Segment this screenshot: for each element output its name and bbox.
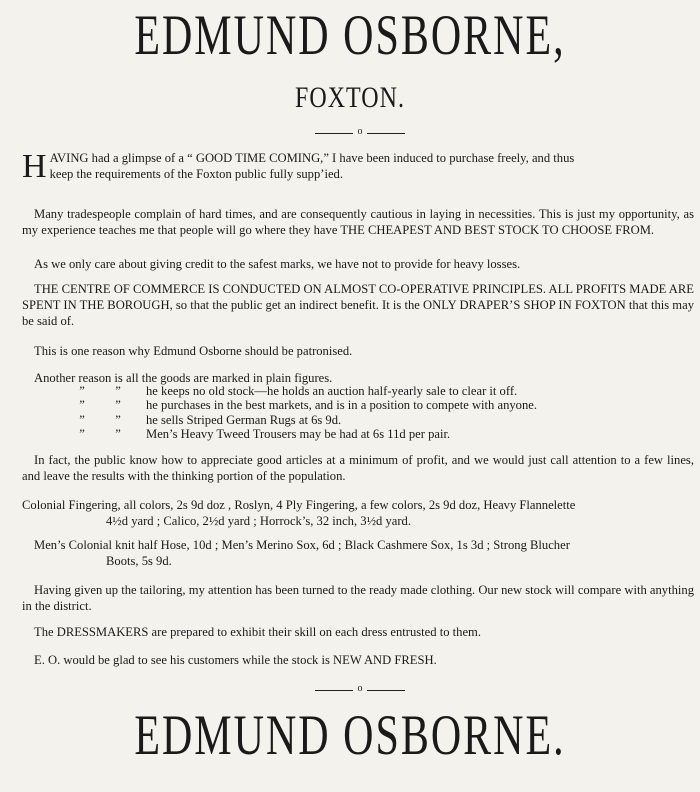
- fingering-line-2: 4½d yard ; Calico, 2½d yard ; Horrock’s, 32 inch, 3½d yard.: [106, 514, 411, 528]
- footer-title: EDMUND OSBORNE.: [134, 705, 566, 768]
- list-item: ” ” he sells Striped German Rugs at 6s 9d.: [79, 412, 342, 427]
- list-item: ” ” Men’s Heavy Tweed Trousers may be had at 6s 11d per pair.: [79, 427, 451, 442]
- paragraph-new-and-fresh: E. O. would be glad to see his customers while the stock is NEW AND FRESH.: [34, 653, 437, 667]
- paragraph-reason-one: This is one reason why Edmund Osborne should be patronised.: [34, 344, 353, 358]
- list-item: ” ” he purchases in the best markets, and is in a position to compete with anyone.: [79, 398, 538, 413]
- intro-line-1: AVING had a glimpse of a “ GOOD TIME COMING,” I have been induced to purchase freely, and thus: [49, 151, 575, 165]
- fingering-line-1: Colonial Fingering, all colors, 2s 9d doz , Roslyn, 4 Ply Fingering, a few colors, 2s 9d doz, Heavy Flannelette: [22, 498, 576, 512]
- paragraph-dressmakers: The DRESSMAKERS are prepared to exhibit their skill on each dress entrusted to them.: [34, 625, 481, 639]
- hose-line-1: Men’s Colonial knit half Hose, 10d ; Men’s Merino Sox, 6d ; Black Cashmere Sox, 1s 3d ; Strong Blucher: [34, 538, 570, 552]
- reasons-list: [36, 384, 656, 442]
- divider-mark: o: [357, 126, 363, 137]
- paragraph-fingering: [22, 497, 694, 529]
- paragraph-hose: [22, 537, 694, 569]
- ornament-divider-top: [315, 128, 405, 138]
- paragraph-tradespeople: Many tradespeople complain of hard times, and are consequently cautious in laying in necessities. This is just my opportunity, as my experience teaches me that people will go where they have THE CHEAPEST AND BEST STOCK TO CHOOSE FROM.: [22, 207, 694, 237]
- ornament-divider-bottom: [315, 685, 405, 695]
- drop-cap: H: [22, 148, 47, 185]
- hose-line-2: Boots, 5s 9d.: [106, 554, 172, 568]
- location-subtitle: FOXTON.: [295, 82, 405, 115]
- headline-title: EDMUND OSBORNE,: [134, 5, 566, 68]
- intro-line-2: keep the requirements of the Foxton public fully supp’ied.: [49, 167, 344, 181]
- paragraph-reason-two: Another reason is all the goods are marked in plain figures.: [34, 371, 333, 385]
- paragraph-tailoring: Having given up the tailoring, my attention has been turned to the ready made clothing. Our new stock will compare with anything in the district.: [22, 583, 694, 613]
- paragraph-intro: [22, 148, 694, 185]
- paragraph-in-fact: In fact, the public know how to appreciate good articles at a minimum of profit, and we would just call attention to a few lines, and leave the results with the thinking portion of the population.: [22, 453, 694, 483]
- paragraph-commerce: THE CENTRE OF COMMERCE IS CONDUCTED ON ALMOST CO-OPERATIVE PRINCIPLES. ALL PROFITS MADE ARE SPENT IN THE BOROUGH, so that the public get an indirect benefit. It is the ONLY DRAPER’S SHOP IN FOXTON that this may be said of.: [22, 282, 694, 328]
- list-item: ” ” he keeps no old stock—he holds an auction half-yearly sale to clear it off.: [79, 384, 518, 398]
- paragraph-credit: As we only care about giving credit to the safest marks, we have not to provide for heavy losses.: [34, 257, 521, 271]
- divider-mark: o: [357, 683, 363, 694]
